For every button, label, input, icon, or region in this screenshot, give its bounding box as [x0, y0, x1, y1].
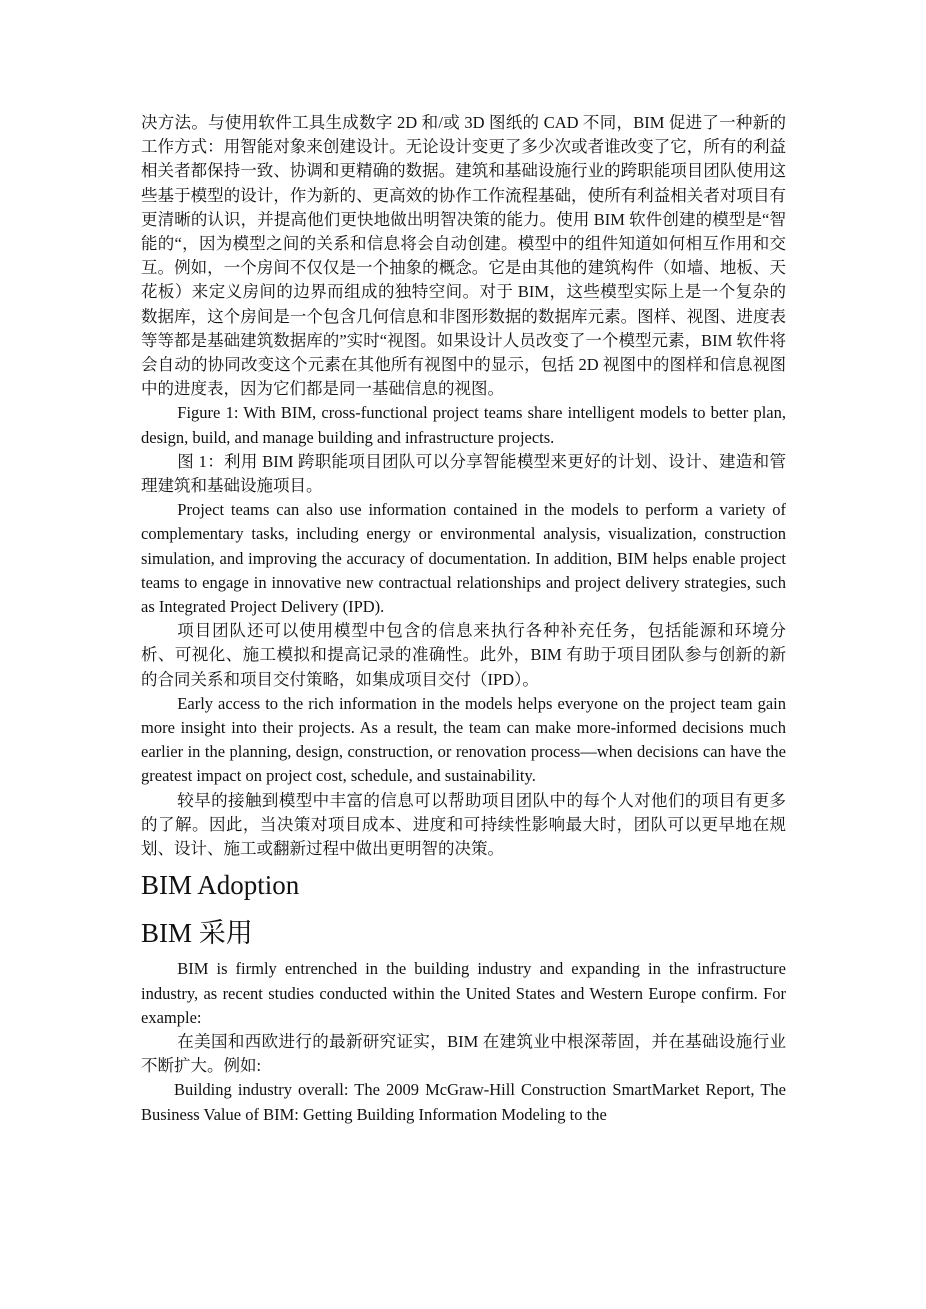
- figure-caption-zh: 图 1：利用 BIM 跨职能项目团队可以分享智能模型来更好的计划、设计、建造和管理建筑和基础设施项目。: [141, 451, 786, 496]
- figure-caption-en: Figure 1: With BIM, cross-functional project teams share intelligent models to better plan, design, build, and manage building and infrastructure projects.: [141, 403, 786, 447]
- body-paragraph-insight-zh: 较早的接触到模型中丰富的信息可以帮助项目团队中的每个人对他们的项目有更多的了解。因此，当决策对项目成本、进度和可持续性影响最大时，团队可以更早地在规划、设计、施工或翻新过程中做出更明智的决策。: [141, 790, 786, 859]
- body-paragraph-adoption-en: BIM is firmly entrenched in the building industry and expanding in the infrastructure industry, as recent studies conducted within the United States and Western Europe confirm. For example:: [141, 959, 786, 1027]
- body-paragraph-adoption-zh: 在美国和西欧进行的最新研究证实，BIM 在建筑业中根深蒂固，并在基础设施行业不断扩大。例如:: [141, 1031, 786, 1076]
- document-page: [141, 111, 786, 1127]
- section-heading-zh: BIM 采用: [141, 918, 253, 949]
- body-paragraph-insight-en: Early access to the rich information in the models helps everyone on the project team gain more insight into their projects. As a result, the team can make more-informed decisions much earlier in the planning, design, construction, or renovation process—when decisions can have the greatest impact on project cost, schedule, and sustainability.: [141, 693, 786, 786]
- body-paragraph-tasks-en: Project teams can also use information contained in the models to perform a variety of complementary tasks, including energy or environmental analysis, visualization, construction simulation, and improving the accuracy of documentation. In addition, BIM helps enable project teams to engage in innovative new contractual relationships and project delivery strategies, such as Integrated Project Delivery (IPD).: [141, 500, 786, 617]
- body-paragraph-intro-zh: 决方法。与使用软件工具生成数字 2D 和/或 3D 图纸的 CAD 不同，BIM 促进了一种新的工作方式：用智能对象来创建设计。无论设计变更了多少次或者谁改变了它，所有的利益相关者都保持一致、协调和更精确的数据。建筑和基础设施行业的跨职能项目团队使用这些基于模型的设计，作为新的、更高效的协作工作流程基础，使所有利益相关者对项目有更清晰的认识，并提高他们更快地做出明智决策的能力。使用 BIM 软件创建的模型是“智能的“，因为模型之间的关系和信息将会自动创建。模型中的组件知道如何相互作用和交互。例如，一个房间不仅仅是一个抽象的概念。它是由其他的建筑构件（如墙、地板、天花板）来定义房间的边界而组成的独特空间。对于 BIM，这些模型实际上是一个复杂的数据库，这个房间是一个包含几何信息和非图形数据的数据库元素。图样、视图、进度表等等都是基础建筑数据库的”实时“视图。如果设计人员改变了一个模型元素，BIM 软件将会自动的协同改变这个元素在其他所有视图中的显示，包括 2D 视图中的图样和信息视图中的进度表，因为它们都是同一基础信息的视图。: [141, 113, 786, 399]
- body-paragraph-tasks-zh: 项目团队还可以使用模型中包含的信息来执行各种补充任务，包括能源和环境分析、可视化、施工模拟和提高记录的准确性。此外，BIM 有助于项目团队参与创新的新的合同关系和项目交付策略，如集成项目交付（IPD）。: [141, 621, 786, 689]
- section-heading-en: BIM Adoption: [141, 870, 300, 901]
- body-paragraph-industry-en: Building industry overall: The 2009 McGraw-Hill Construction SmartMarket Report, The Business Value of BIM: Getting Building Information Modeling to the: [141, 1080, 786, 1124]
